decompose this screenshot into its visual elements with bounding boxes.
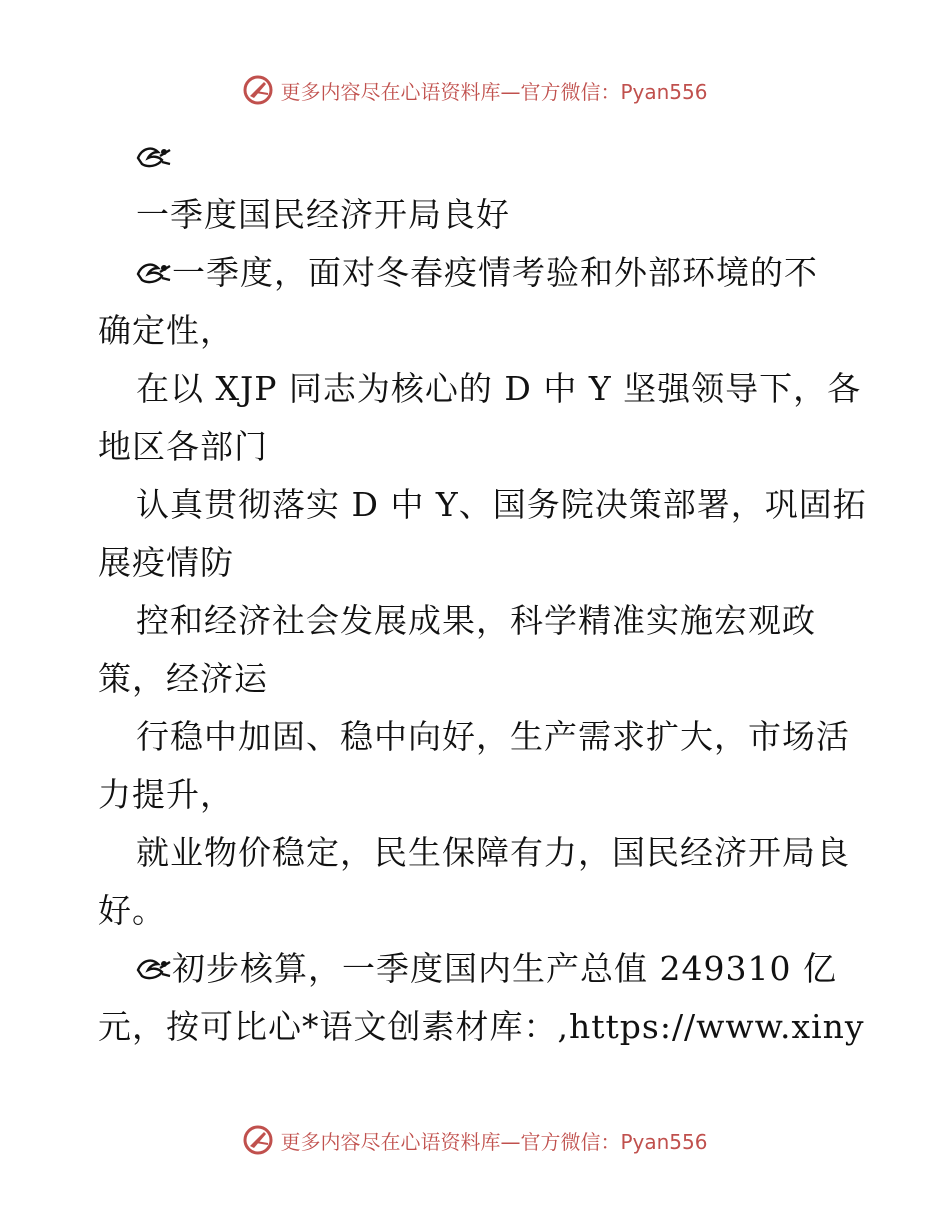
line-text: 一季度，面对冬春疫情考验和外部环境的不 [172, 253, 818, 292]
line-text: 控和经济社会发展成果，科学精准实施宏观政 [136, 601, 816, 640]
paragraph-line [98, 186, 858, 244]
line-text: 元，按可比心*语文创素材库：,https://www.xiny [98, 1007, 865, 1046]
quill-logo-icon [242, 74, 274, 106]
paragraph-line [98, 534, 858, 592]
leaf-bullet-icon [136, 244, 172, 302]
paragraph-line [98, 708, 858, 766]
paragraph-line [98, 766, 858, 824]
line-text: 在以 XJP 同志为核心的 D 中 Y 坚强领导下，各 [136, 369, 862, 408]
line-text: 展疫情防 [98, 543, 234, 582]
paragraph-line [98, 592, 858, 650]
line-text: 就业物价稳定，民生保障有力，国民经济开局良 [136, 833, 850, 872]
line-text: 好。 [98, 891, 166, 930]
quill-logo-icon [242, 1124, 274, 1156]
watermark-text: 更多内容尽在心语资料库—官方微信：Pyan556 [280, 79, 708, 104]
document-body [98, 128, 867, 1056]
line-text: 行稳中加固、稳中向好，生产需求扩大，市场活 [136, 717, 850, 756]
line-text: 一季度国民经济开局良好 [136, 195, 510, 234]
header-watermark [0, 74, 950, 106]
leaf-bullet-icon [136, 940, 172, 998]
watermark-text: 更多内容尽在心语资料库—官方微信：Pyan556 [280, 1129, 708, 1154]
paragraph-line [98, 360, 862, 418]
leaf-bullet-icon [136, 128, 172, 186]
paragraph-line [98, 998, 865, 1056]
paragraph-line [98, 244, 858, 302]
paragraph-line [98, 476, 867, 534]
line-text: 力提升， [98, 775, 234, 814]
paragraph-line [98, 418, 858, 476]
line-text: 策，经济运 [98, 659, 268, 698]
paragraph-line [98, 302, 858, 360]
paragraph-line [98, 128, 858, 186]
paragraph-line [98, 940, 858, 998]
paragraph-line [98, 650, 858, 708]
line-text: 认真贯彻落实 D 中 Y、国务院决策部署，巩固拓 [136, 485, 867, 524]
paragraph-line [98, 824, 858, 882]
line-text: 初步核算，一季度国内生产总值 249310 亿 [172, 949, 837, 988]
paragraph-line [98, 882, 858, 940]
footer-watermark [0, 1124, 950, 1156]
line-text: 确定性， [98, 311, 234, 350]
line-text: 地区各部门 [98, 427, 268, 466]
